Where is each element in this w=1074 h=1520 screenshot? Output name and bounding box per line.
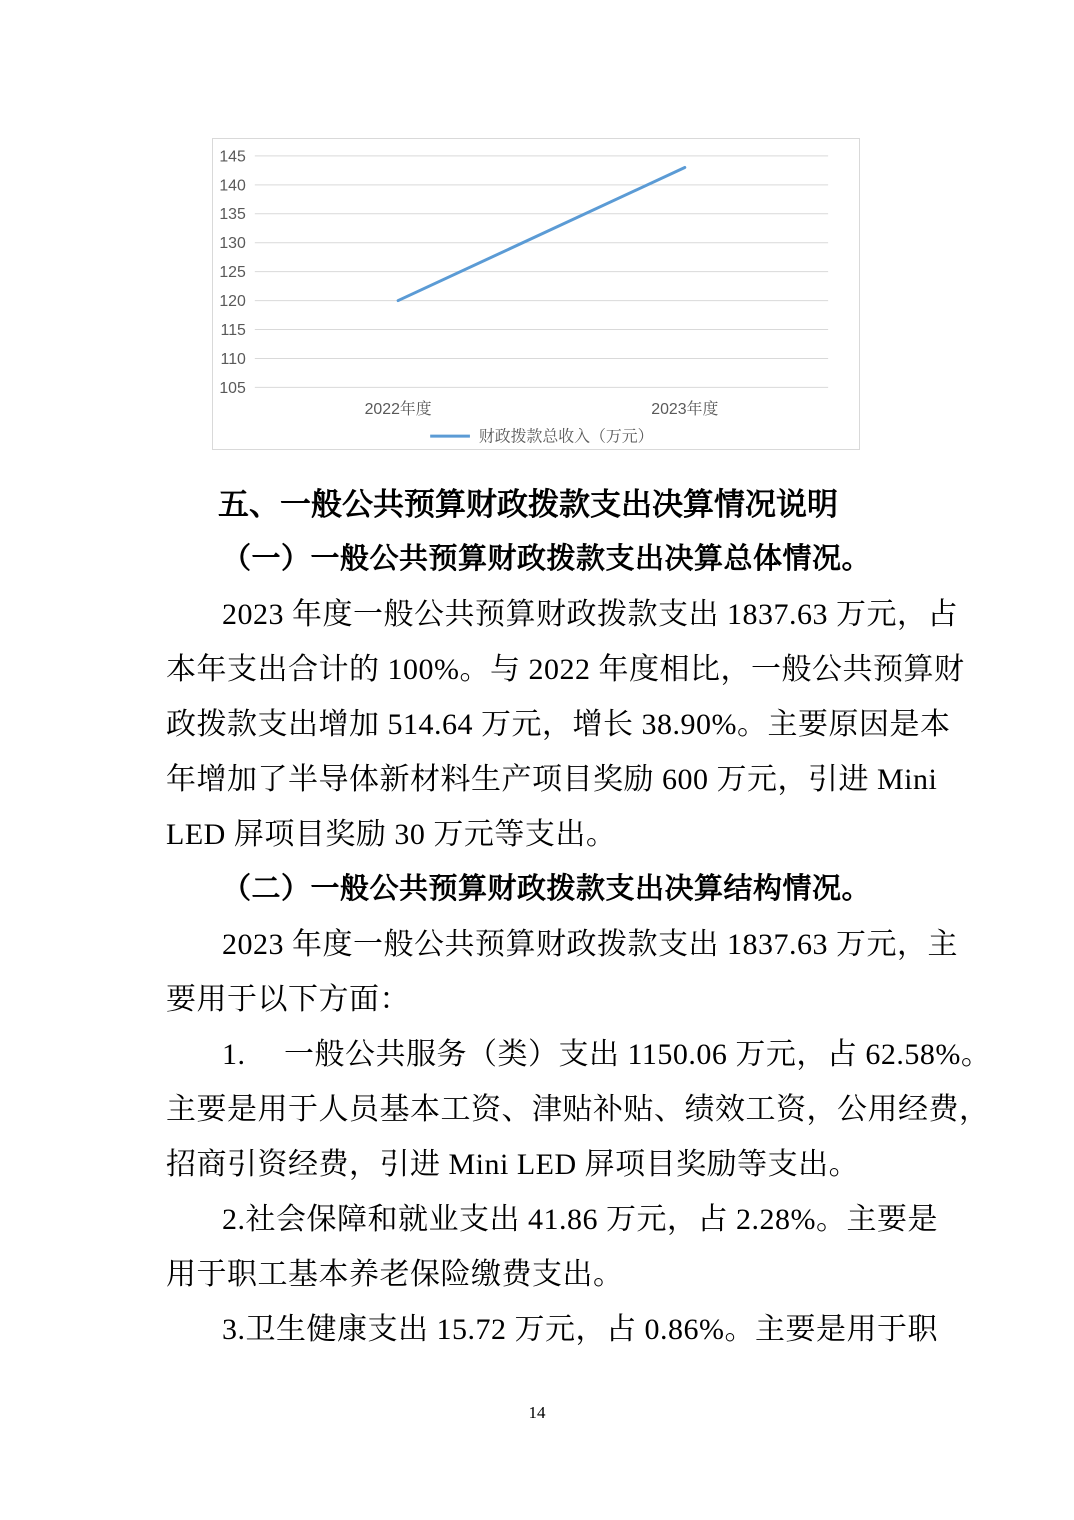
text-line: 年增加了半导体新材料生产项目奖励 600 万元，引进 Mini [166, 763, 938, 796]
y-axis-tick-label: 105 [219, 379, 246, 397]
text-line: 用于职工基本养老保险缴费支出。 [166, 1258, 624, 1291]
x-axis-label: 2022年度 [364, 401, 432, 419]
y-axis-tick-label: 115 [220, 321, 246, 339]
text-line: LED 屏项目奖励 30 万元等支出。 [166, 818, 617, 851]
y-axis-tick-label: 140 [219, 177, 246, 195]
series-line [398, 167, 685, 300]
fiscal-income-line-chart [212, 138, 860, 450]
text-line: 3.卫生健康支出 15.72 万元，占 0.86%。主要是用于职 [222, 1313, 938, 1346]
y-axis-tick-label: 120 [219, 293, 246, 311]
text-line: 2023 年度一般公共预算财政拨款支出 1837.63 万元，占 [222, 598, 958, 631]
y-axis-tick-label: 135 [219, 206, 246, 224]
section-heading: 五、一般公共预算财政拨款支出决算情况说明 [218, 487, 838, 522]
text-line: 本年支出合计的 100%。与 2022 年度相比，一般公共预算财 [166, 653, 965, 686]
x-axis-label: 2023年度 [651, 401, 719, 419]
y-axis-tick-label: 125 [219, 264, 246, 282]
subsection-heading: （二）一般公共预算财政拨款支出决算结构情况。 [222, 873, 872, 905]
text-line: 2.社会保障和就业支出 41.86 万元，占 2.28%。主要是 [222, 1203, 938, 1236]
text-line: 主要是用于人员基本工资、津贴补贴、绩效工资，公用经费， [166, 1093, 990, 1126]
page-number: 14 [528, 1403, 546, 1422]
y-axis-tick-label: 130 [219, 235, 246, 253]
subsection-heading: （一）一般公共预算财政拨款支出决算总体情况。 [222, 543, 872, 575]
text-line: 要用于以下方面： [166, 983, 410, 1016]
document-body [166, 477, 992, 1357]
chart-canvas [213, 139, 859, 449]
text-line: 1. 一般公共服务（类）支出 1150.06 万元，占 62.58%。 [222, 1038, 992, 1071]
y-axis-tick-label: 145 [219, 148, 246, 166]
y-axis-tick-label: 110 [220, 350, 246, 368]
legend-label: 财政拨款总收入（万元） [478, 428, 654, 446]
text-line: 招商引资经费，引进 Mini LED 屏项目奖励等支出。 [166, 1148, 860, 1181]
text-line: 政拨款支出增加 514.64 万元，增长 38.90%。主要原因是本 [166, 708, 951, 741]
text-line: 2023 年度一般公共预算财政拨款支出 1837.63 万元，主 [222, 928, 958, 961]
